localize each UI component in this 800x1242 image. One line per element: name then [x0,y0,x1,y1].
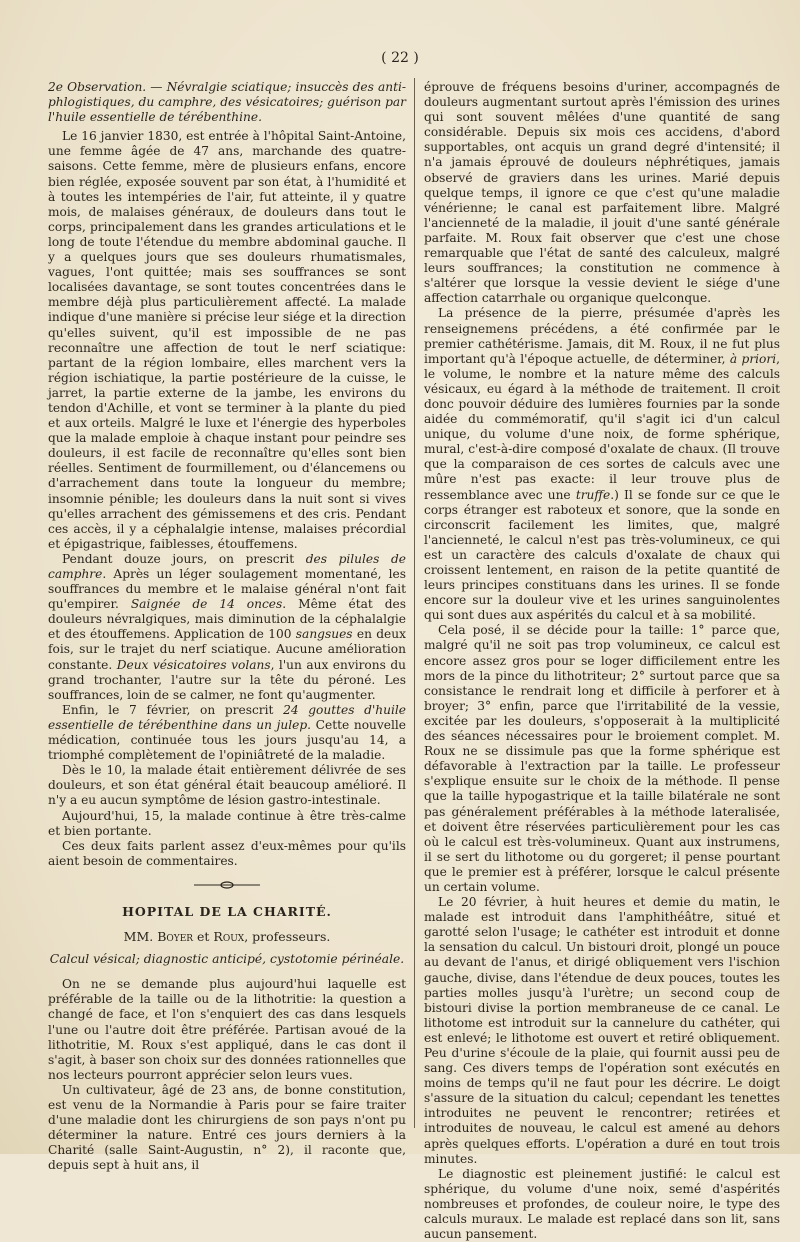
paragraph: Aujourd'hui, 15, la malade continue à être très-calme et bien portante. [48,808,406,838]
case-subtitle: Calcul vésical; diagnostic anticipé, cystotomie périnéale. [49,952,405,967]
left-column [48,80,406,1173]
paragraph: Ces deux faits parlent assez d'eux-mêmes pour qu'ils aient besoin de commentaires. [48,838,406,868]
paragraph: Le diagnostic est pleinement justifié: le calcul est sphérique, du volume d'une noix, semé d'aspérités nombreuses et profondes, de couleur noire, le type des calculs muraux. Le malade est replacé dans son lit, sans aucun pansement. [424,1166,780,1242]
paragraph: Cela posé, il se décide pour la taille: 1° parce que, malgré qu'il ne soit pas trop volumineux, ce calcul est encore assez gros pour se loger difficilement entre les mors de la pince du lithotriteur; 2° surtout parce que sa consistance le rendrait long et difficile à perforer et à broyer; 3° enfin, parce que l'irritabilité de la vessie, excitée par les douleurs, s'opposerait à la multiplicité des séances nécessaires pour le broiement complet. M. Roux ne se dissimule pas que la forme sphérique est défavorable à l'extraction par la taille. Le professeur s'explique ensuite sur le choix de la méthode. Il pense que la taille hypogastrique et la taille bilatérale ne sont pas généralement préférables à la méthode lateralisée, et doivent être réservées particulièrement pour les cas où le calcul est très-volumineux. Quant aux instrumens, il se sert du lithotome ou du gorgeret; il pense pourtant que le premier est à préférer, lorsque le calcul présente un certain volume. [424,623,780,894]
hospital-heading: HOPITAL DE LA CHARITÉ. [122,903,332,919]
paragraph: Un cultivateur, âgé de 23 ans, de bonne constitution, est venu de la Normandie à Paris pour se faire traiter d'une maladie dont les chirurgiens de son pays n'ont pu déterminer la nature. Entré ces jours derniers à la Charité (salle Saint-Augustin, n° 2), il raconte que, depuis sept à huit ans, il [48,1082,406,1173]
professors-line: MM. Boyer et Roux, professeurs. [123,929,331,945]
paragraph: Dès le 10, la malade était entièrement délivrée de ses douleurs, et son état général était beaucoup amélioré. Il n'y a eu aucun symptôme de lésion gastro-intestinale. [48,763,406,808]
paragraph: éprouve de fréquens besoins d'uriner, accompagnés de douleurs augmentant surtout après l'émission des urines qui sont souvent mêlées d'une quantité de sang considérable. Depuis six mois ces accidens, d'abord supportables, ont acquis un grand degré d'intensité; il n'a jamais éprouvé de douleurs néphrétiques, jamais observé de graviers dans les urines. Marié depuis quelque temps, il ignore ce que c'est qu'une maladie vénérienne; le canal est parfaitement libre. Malgré l'ancienneté de la maladie, il jouit d'une santé générale parfaite. M. Roux fait observer que c'est une chose remarquable que l'état de santé des calculeux, malgré leurs souffrances; la constitution ne commence à s'altérer que lorsque la vessie devient le siége d'une affection catarrhale ou organique quelconque. [424,80,780,306]
paragraph: Le 20 février, à huit heures et demie du matin, le malade est introduit dans l'amphithéâtre, situé et garotté selon l'usage; le cathéter est introduit et donne la sensation du calcul. Un bistouri droit, plongé un pouce au devant de l'anus, et dirigé obliquement vers l'ischion gauche, divise, dans l'étendue de deux pouces, toutes les parties molles jusqu'à l'urètre; un second coup de bistouri divise la portion membraneuse de ce canal. Le lithotome est introduit sur la cannelure du cathéter, qui est enlevé; le lithotome est ouvert et retiré obliquement. Peu d'urine s'écoule de la plaie, qui fournit aussi peu de sang. Ces divers temps de l'opération sont exécutés en moins de temps qu'il ne faut pour les décrire. Le doigt s'assure de la situation du calcul; cependant les tenettes introduites ne peuvent le rencontrer; retirées et introduites de nouveau, le calcul est amené au dehors après quelques efforts. L'opération a duré en tout trois minutes. [424,895,780,1166]
paragraph: Pendant douze jours, on prescrit des pilules de camphre. Après un léger soulagement momentané, les souffrances du membre et le malaise général n'ont fait qu'empirer. Saignée de 14 onces. Même état des douleurs névralgiques, mais diminution de la céphalalgie et des étouffemens. Application de 100 sangsues en deux fois, sur le trajet du nerf sciatique. Aucune amélioration constante. Deux vésicatoires volans, l'un aux environs du grand trochanter, l'autre sur la tête du péroné. Les souffrances, loin de se calmer, ne font qu'augmenter. [48,551,407,702]
observation-title: 2e Observation. — Névralgie sciatique; insuccès des anti-phlogistiques, du camphre, des vésicatoires; guérison par l'huile essentielle de térébenthine. [48,80,406,125]
paragraph: Enfin, le 7 février, on prescrit 24 gouttes d'huile essentielle de térébenthine dans un julep. Cette nouvelle médication, continuée tous les jours jusqu'au 14, a triomphé complètement de l'opiniâtreté de la maladie. [48,702,406,763]
paragraph: La présence de la pierre, présumée d'après les renseignemens précédens, a été confirmée par le premier cathétérisme. Jamais, dit M. Roux, il ne fut plus important qu'à l'époque actuelle, de déterminer, à priori, le volume, le nombre et la nature même des calculs vésicaux, eu égard à la méthode de traitement. Il croit donc pouvoir déduire des lumières fournies par la sonde aidée du commémoratif, qu'il s'agit ici d'un calcul unique, du volume d'une noix, de forme sphérique, mural, c'est-à-dire composé d'oxalate de chaux. (Il trouve que la comparaison de ces sortes de calculs avec une mûre n'est pas exacte: il leur trouve plus de ressemblance avec une truffe.) Il se fonde sur ce que le corps étranger est raboteux et sonore, que la sonde en circonscrit facilement les limites, que, malgré l'ancienneté, le calcul n'est pas très-volumineux, ce qui est un caractère des calculs d'oxalate de chaux qui croissent lentement, en raison de la petite quantité de leurs principes constituans dans les urines. Il se fonde encore sur la douleur vive et les urines sanguinolentes qui sont dues aux aspérités du calcul et à sa mobilité. [424,306,780,623]
paragraph: Le 16 janvier 1830, est entrée à l'hôpital Saint-Antoine, une femme âgée de 47 ans, marchande des quatre-saisons. Cette femme, mère de plusieurs enfans, encore bien réglée, exposée souvent par son état, à l'humidité et à toutes les intempéries de l'air, fut atteinte, il y quatre mois, de malaises généraux, de douleurs dans tout le corps, principalement dans les grandes articulations et le long de toute l'étendue du membre abdominal gauche. Il y a quelques jours que ses douleurs rhumatismales, vagues, l'ont quittée; mais ses souffrances se sont localisées davantage, se sont toutes concentrées dans le membre déjà plus particulièrement affecté. La malade indique d'une manière si précise leur siége et la direction qu'elles suivent, qu'il est impossible de ne pas reconnaître une affection de tout le nerf sciatique: partant de la région lombaire, elles marchent vers la région ischiatique, la partie postérieure de la cuisse, le jarret, la partie externe de la jambe, les environs du tendon d'Achille, et vont se terminer à la plante du pied et aux orteils. Malgré le luxe et l'énergie des hyperboles que la malade emploie à chaque instant pour peindre ses douleurs, il est facile de reconnaître qu'elles sont bien réelles. Sentiment de fourmillement, ou d'élancemens ou d'arrachement dans toute la longueur du membre; insomnie pénible; les douleurs dans la nuit sont si vives qu'elles arrachent des gémissemens et des cris. Pendant ces accès, il y a céphalalgie intense, malaises précordial et épigastrique, faiblesses, étouffemens. [48,129,406,551]
ornament-divider [192,880,262,890]
page-number: ( 22 ) [381,50,419,66]
paragraph: On ne se demande plus aujourd'hui laquelle est préférable de la taille ou de la lithotritie: la question a changé de face, et l'on s'enquiert des cas dans lesquels l'une ou l'autre doit être préférée. Partisan avoué de la lithotritie, M. Roux s'est appliqué, dans le cas dont il s'agit, à baser son choix sur des données rationnelles que nos lecteurs pourront apprécier selon leurs vues. [48,977,406,1082]
column-rule [414,78,415,1128]
section-separator [48,879,406,894]
right-column [424,80,780,1242]
